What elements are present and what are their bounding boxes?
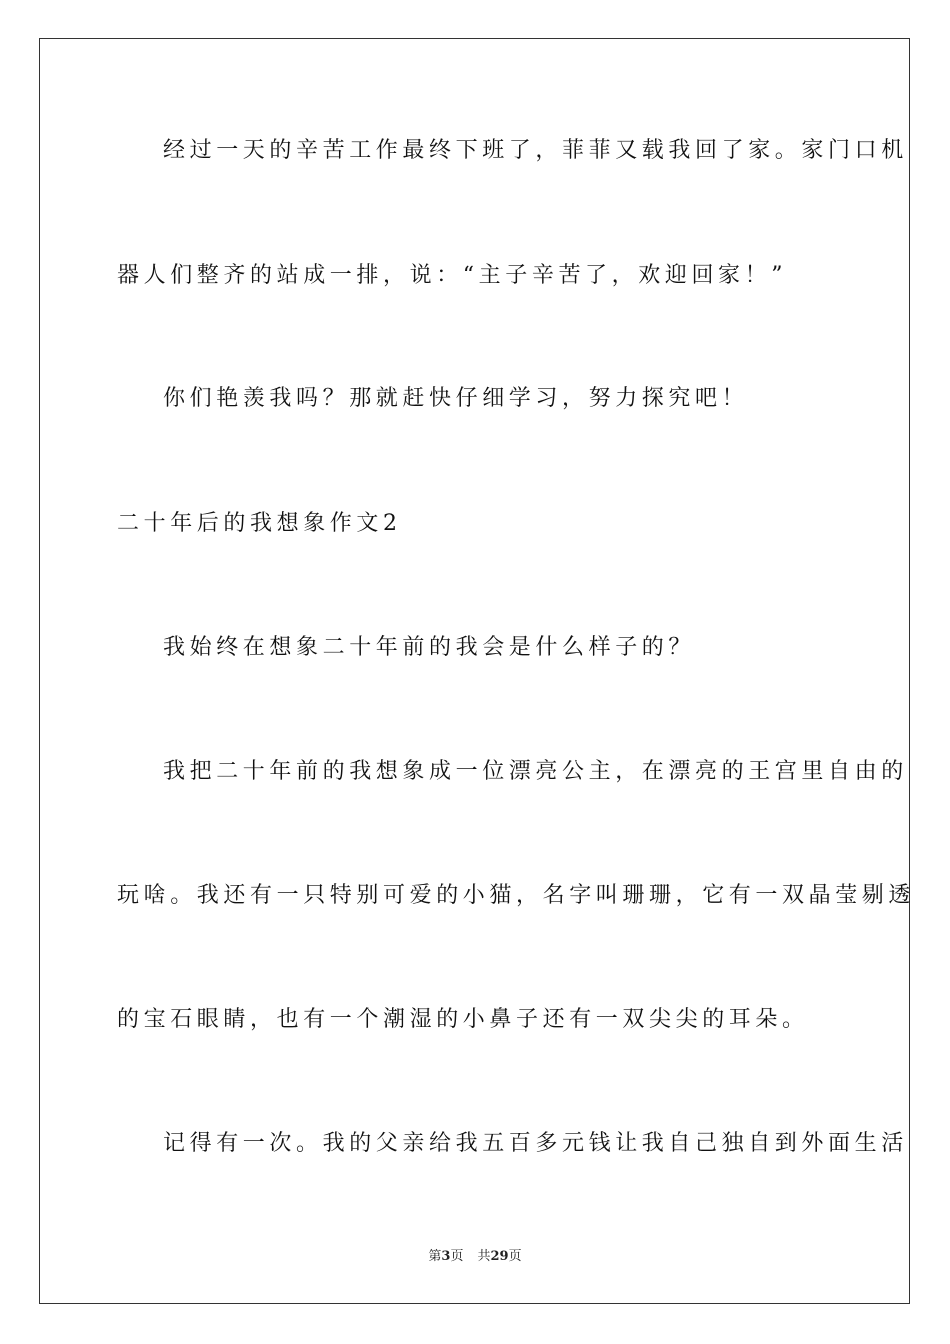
total-pages: 29	[490, 1249, 509, 1264]
total-suffix: 页	[508, 1249, 522, 1264]
section-heading: 二十年后的我想象作文2	[117, 511, 402, 536]
paragraph-line: 我始终在想象二十年前的我会是什么样子的？	[163, 635, 696, 660]
paragraph-line: 玩啥。我还有一只特别可爱的小猫，名字叫珊珊，它有一双晶莹剔透	[117, 883, 916, 908]
page-prefix: 第	[428, 1249, 442, 1264]
paragraph-line: 我把二十年前的我想象成一位漂亮公主，在漂亮的王宫里自由的	[163, 759, 908, 784]
page-border	[39, 38, 910, 1304]
paragraph-line: 记得有一次。我的父亲给我五百多元钱让我自己独自到外面生活	[163, 1131, 908, 1156]
paragraph-line: 你们艳羡我吗？那就赶快仔细学习，努力探究吧！	[163, 386, 749, 411]
paragraph-line: 的宝石眼睛，也有一个潮湿的小鼻子还有一双尖尖的耳朵。	[117, 1007, 809, 1032]
page-footer	[0, 1248, 950, 1266]
paragraph-line: 器人们整齐的站成一排，说：“主子辛苦了，欢迎回家！”	[117, 263, 788, 288]
page-number: 3	[441, 1249, 451, 1264]
total-prefix: 共	[477, 1249, 491, 1264]
page-suffix: 页	[450, 1249, 464, 1264]
paragraph-line: 经过一天的辛苦工作最终下班了，菲菲又载我回了家。家门口机	[163, 138, 908, 163]
